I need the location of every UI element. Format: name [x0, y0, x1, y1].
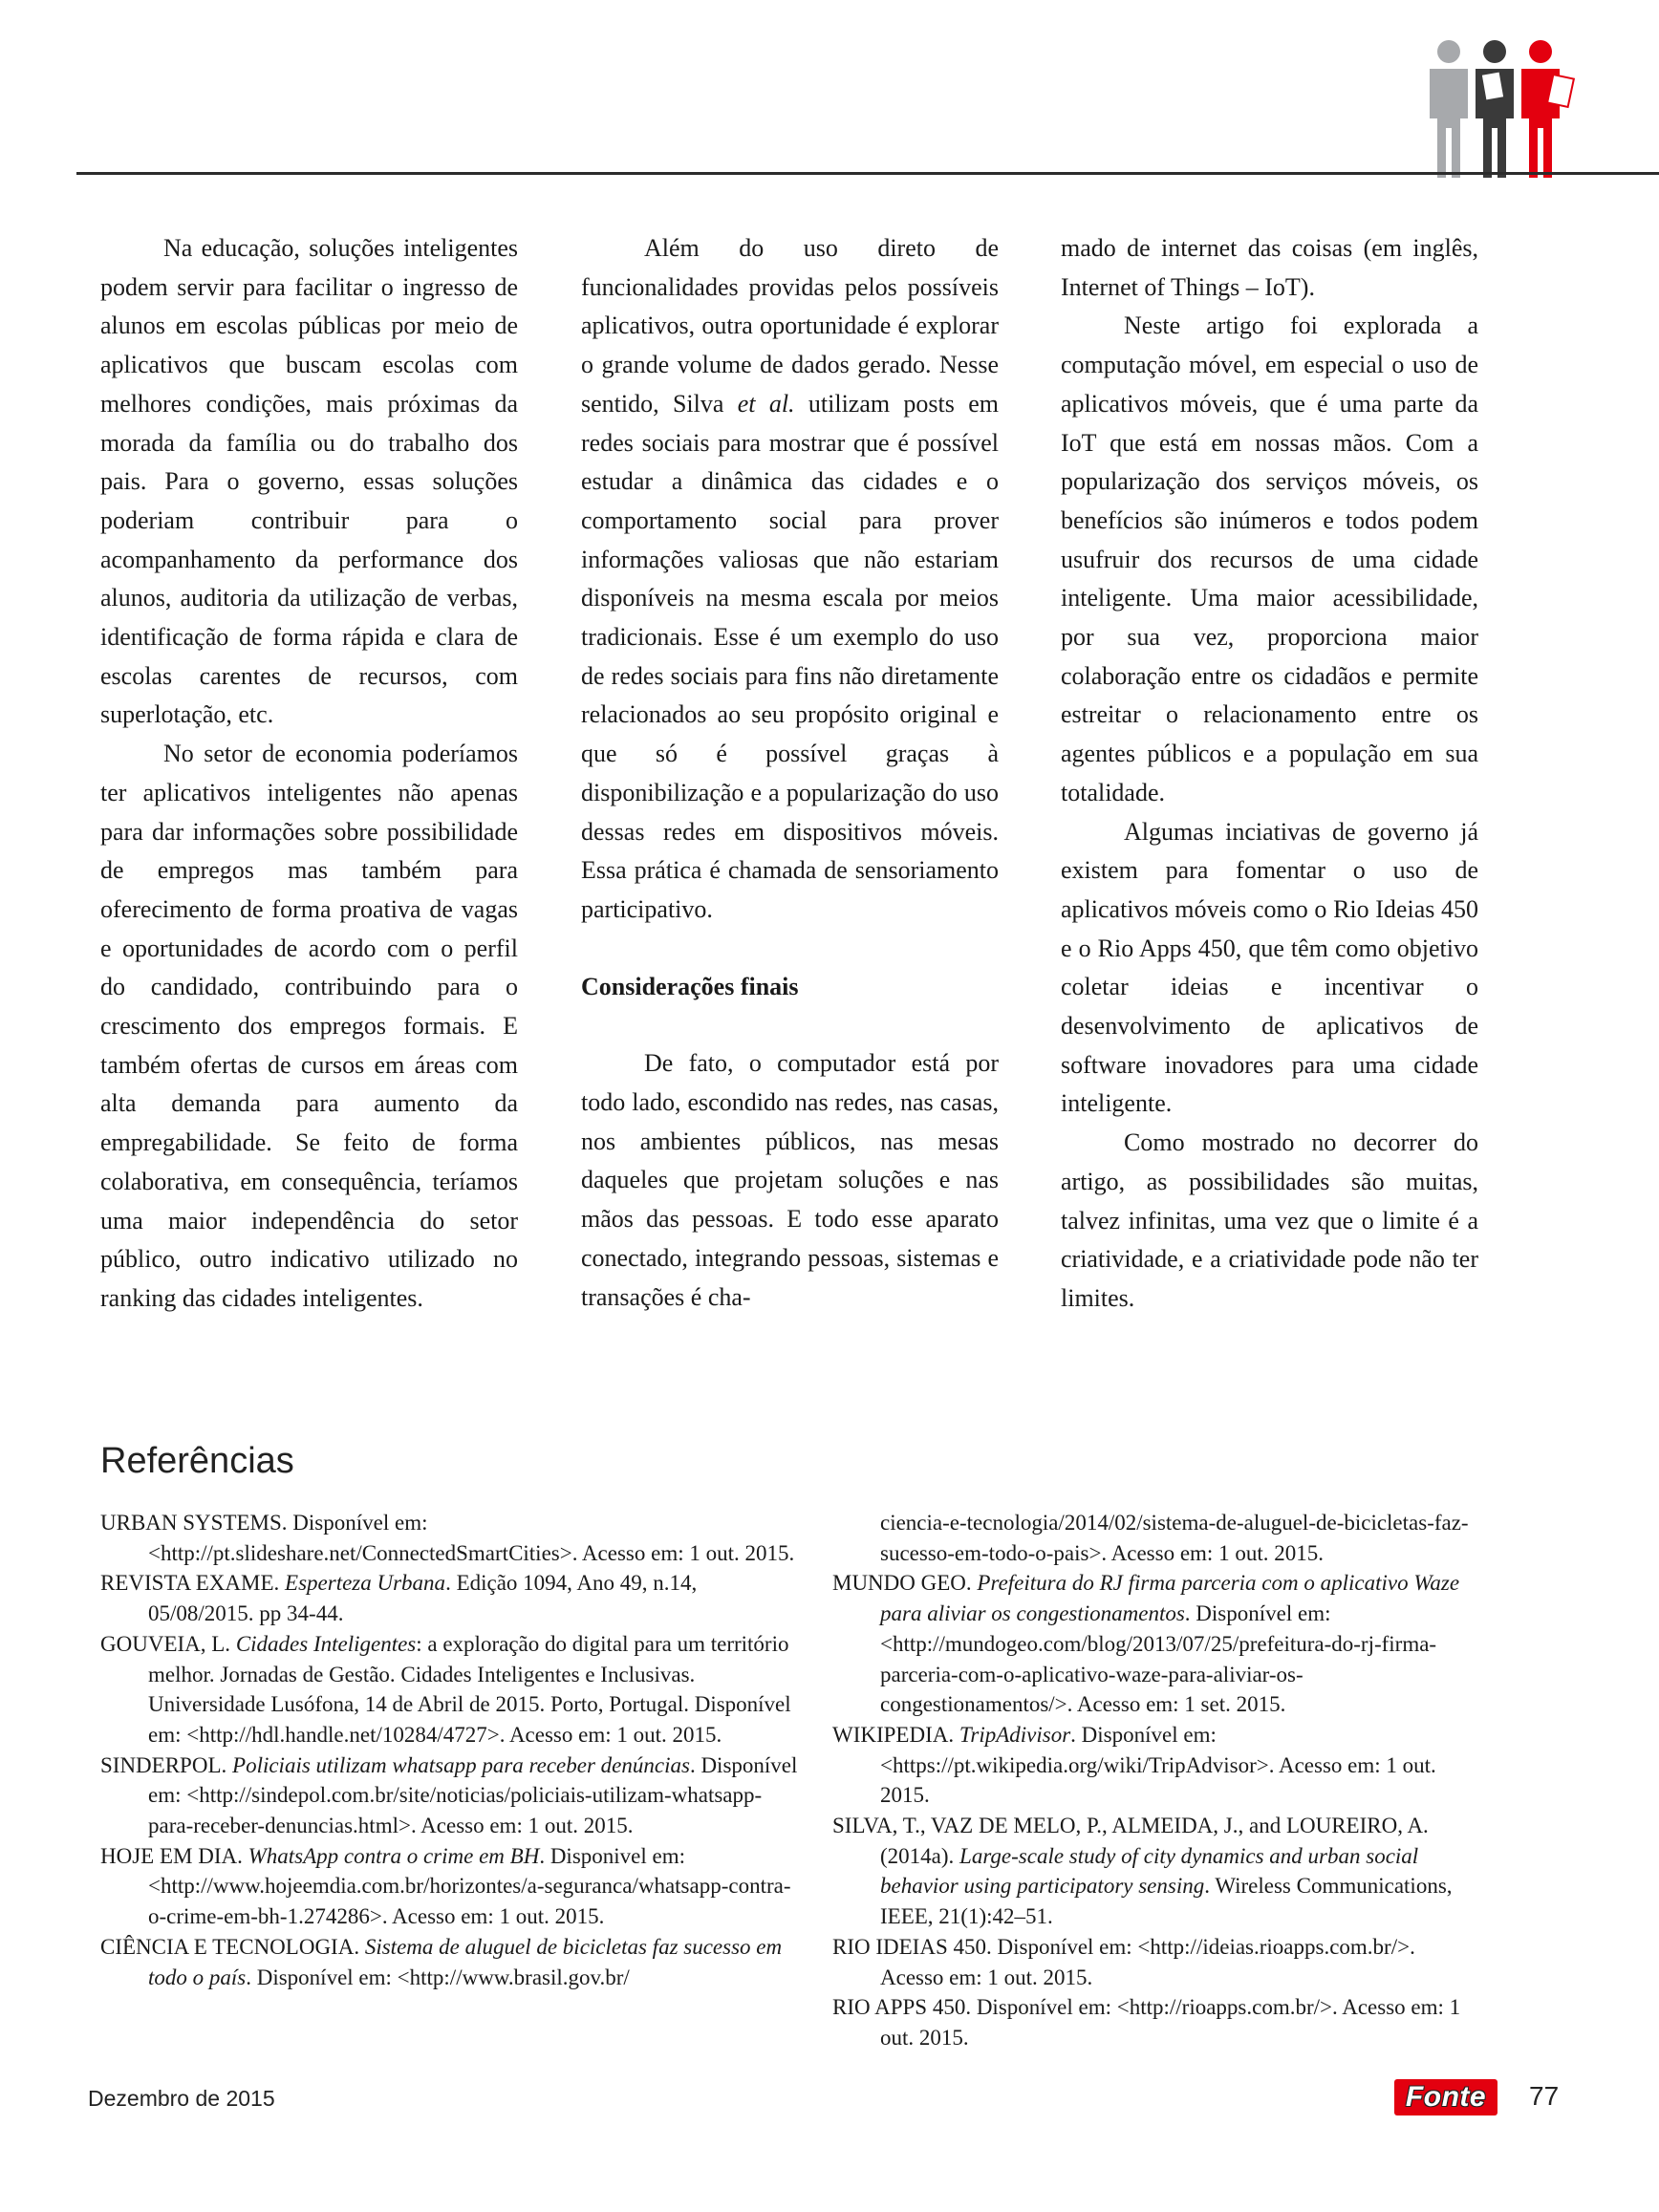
header-rule [76, 172, 1659, 175]
paragraph: mado de internet das coisas (em inglês, Internet of Things – IoT). [1061, 234, 1478, 301]
reference-item: WIKIPEDIA. TripAdivisor. Disponível em: <https://pt.wikipedia.org/wiki/TripAdvisor>. Acesso em: 1 out. 2015. [832, 1722, 1436, 1808]
footer-date: Dezembro de 2015 [88, 2086, 275, 2111]
body-column-1 [100, 229, 518, 1319]
reference-item: RIO APPS 450. Disponível em: <http://rioapps.com.br/>. Acesso em: 1 out. 2015. [832, 1995, 1461, 2050]
references-title: Referências [100, 1441, 294, 1481]
three-people-icon [1422, 38, 1577, 178]
body-column-3 [1061, 229, 1478, 1319]
reference-item: CIÊNCIA E TECNOLOGIA. Sistema de aluguel de bicicletas faz sucesso em todo o país. Disponível em: <http://www.brasil.gov.br/ [100, 1934, 783, 1989]
reference-continuation: ciencia-e-tecnologia/2014/02/sistema-de-aluguel-de-bicicletas-faz-sucesso-em-todo-o-pais>. Acesso em: 1 out. 2015. [880, 1511, 1469, 1565]
paragraph: Além do uso direto de funcionalidades providas pelos possíveis aplicativos, outra oportunidade é explorar o grande volume de dados gerado. Nesse sentido, Silva et al. utilizam posts em redes sociais para mostrar que é possível estudar a dinâmica das cidades e o comportamento social para prover informações valiosas que não estariam disponíveis na mesma escala por meios tradicionais. Esse é um exemplo do uso de redes sociais para fins não diretamente relacionados ao seu propósito original e que só é possível graças à disponibilização e a popularização do uso dessas redes em dispositivos móveis. Essa prática é chamada de sensoriamento participativo. [581, 234, 999, 923]
paragraph: De fato, o computador está por todo lado, escondido nas redes, nas casas, nos ambientes públicos, nas mesas daqueles que projetam soluções e nas mãos das pessoas. E todo esse aparato conectado, integrando pessoas, sistemas e transações é cha- [581, 1049, 999, 1311]
paragraph: Na educação, soluções inteligentes podem servir para facilitar o ingresso de alunos em escolas públicas por meio de aplicativos que buscam escolas com melhores condições, mais próximas da morada da família ou do trabalho dos pais. Para o governo, essas soluções poderiam contribuir para o acompanhamento da performance dos alunos, auditoria da utilização de verbas, identificação de forma rápida e clara de escolas carentes de recursos, com superlotação, etc. [100, 234, 518, 729]
paragraph: Neste artigo foi explorada a computação móvel, em especial o uso de aplicativos móveis, que é uma parte da IoT que está em nossas mãos. Com a popularização dos serviços móveis, os benefícios são inúmeros e todos podem usufruir dos recursos de uma cidade inteligente. Uma maior acessibilidade, por sua vez, proporciona maior colaboração entre os cidadãos e permite estreitar o relacionamento entre os agentes públicos e a população em sua totalidade. [1061, 311, 1478, 806]
reference-item: REVISTA EXAME. Esperteza Urbana. Edição 1094, Ano 49, n.14, 05/08/2015. pp 34-44. [100, 1571, 698, 1626]
reference-item: GOUVEIA, L. Cidades Inteligentes: a exploração do digital para um território melhor. Jornadas de Gestão. Cidades Inteligentes e Inclusivas. Universidade Lusófona, 14 de Abril de 2015. Porto, Portugal. Disponível em: <http://hdl.handle.net/10284/4727>. Acesso em: 1 out. 2015. [100, 1631, 791, 1747]
references-right-column [832, 1508, 1478, 2053]
page-number: 77 [1529, 2081, 1560, 2111]
paragraph: No setor de economia poderíamos ter aplicativos inteligentes não apenas para dar informações sobre possibilidade de empregos mas também para oferecimento de forma proativa de vagas e oportunidades de acordo com o perfil do candidado, contribuindo para o crescimento dos empregos formais. E também ofertas de cursos em áreas com alta demanda para aumento da empregabilidade. Se feito de forma colaborativa, em consequência, teríamos uma maior independência do setor público, outro indicativo utilizado no ranking das cidades inteligentes. [100, 740, 518, 1312]
reference-item: SINDERPOL. Policiais utilizam whatsapp para receber denúncias. Disponível em: <http://sindepol.com.br/site/noticias/policiais-utilizam-whatsapp-para-receber-denuncias.html>. Acesso em: 1 out. 2015. [100, 1752, 798, 1838]
reference-item: MUNDO GEO. Prefeitura do RJ firma parceria com o aplicativo Waze para aliviar os congestionamentos. Disponível em: <http://mundogeo.com/blog/2013/07/25/prefeitura-do-rj-firma-parceria-com-o-aplicativo-waze-para-aliviar-os-congestionamentos/>. Acesso em: 1 set. 2015. [832, 1571, 1460, 1717]
paragraph: Como mostrado no decorrer do artigo, as possibilidades são muitas, talvez infinitas, uma vez que o limite é a criatividade, e a criatividade pode não ter limites. [1061, 1128, 1478, 1312]
reference-item: SILVA, T., VAZ DE MELO, P., ALMEIDA, J., and LOUREIRO, A. (2014a). Large-scale study of city dynamics and urban social behavior using participatory sensing. Wireless Communications, IEEE, 21(1):42–51. [832, 1814, 1453, 1929]
section-heading: Considerações finais [581, 972, 799, 1000]
fonte-logo: Fonte [1394, 2079, 1497, 2115]
paragraph: Algumas inciativas de governo já existem para fomentar o uso de aplicativos móveis como o Rio Ideias 450 e o Rio Apps 450, que têm como objetivo coletar ideias e incentivar o desenvolvimento de aplicativos de software inovadores para uma cidade inteligente. [1061, 817, 1478, 1118]
reference-item: HOJE EM DIA. WhatsApp contra o crime em BH. Disponivel em: <http://www.hojeemdia.com.br/horizontes/a-seguranca/whatsapp-contra-o-crime-em-bh-1.274286>. Acesso em: 1 out. 2015. [100, 1843, 791, 1929]
reference-item: URBAN SYSTEMS. Disponível em: <http://pt.slideshare.net/ConnectedSmartCities>. Acesso em: 1 out. 2015. [100, 1511, 795, 1565]
reference-item: RIO IDEIAS 450. Disponível em: <http://ideias.rioapps.com.br/>. Acesso em: 1 out. 2015. [832, 1934, 1415, 1989]
references-left-column [100, 1508, 804, 1992]
body-column-2 [581, 229, 999, 1317]
